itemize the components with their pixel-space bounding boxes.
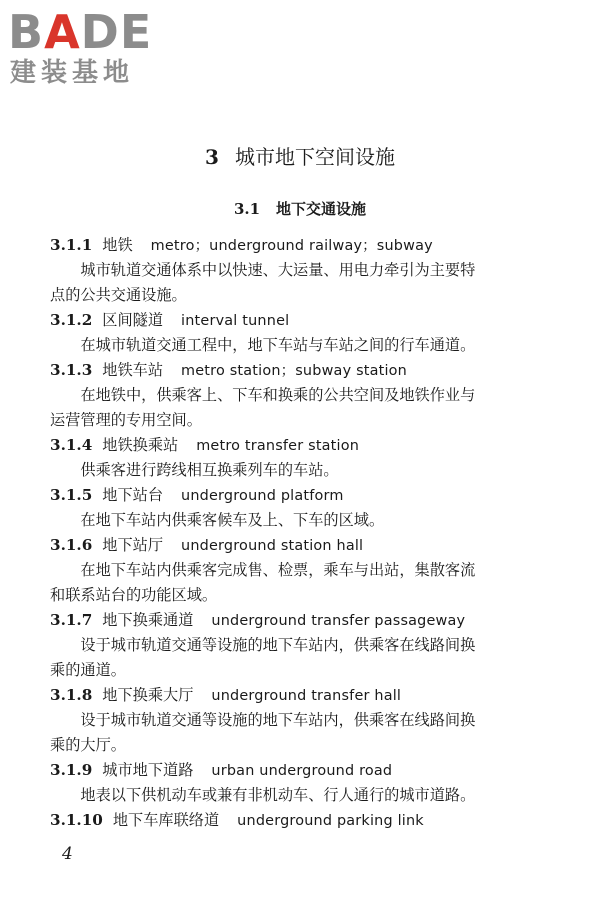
chapter-title <box>0 142 600 172</box>
term-chinese-name: 地下换乘通道 <box>102 611 194 629</box>
term-chinese-name: 地下站台 <box>102 486 164 504</box>
term-heading <box>50 683 550 708</box>
section-title-text: 地下交通设施 <box>276 200 367 218</box>
term-english-name: underground station hall <box>181 538 364 554</box>
term-heading <box>50 433 550 458</box>
section-number: 3.1 <box>233 200 261 218</box>
term-heading <box>50 808 550 833</box>
term-definition-line: 设于城市轨道交通等设施的地下车站内，供乘客在线路间换 <box>80 636 476 654</box>
term-heading <box>50 358 550 383</box>
term-number: 3.1.8 <box>50 686 93 704</box>
term-heading <box>50 533 550 558</box>
term-chinese-name: 区间隧道 <box>102 311 164 329</box>
term-number: 3.1.6 <box>50 536 93 554</box>
term-heading <box>50 233 550 258</box>
term-definition-line: 乘的大厅。 <box>50 736 126 754</box>
term-chinese-name: 地下车库联络道 <box>112 811 220 829</box>
term-definition-line: 设于城市轨道交通等设施的地下车站内，供乘客在线路间换 <box>80 711 476 729</box>
term-english-name: underground platform <box>181 488 344 504</box>
term-definition-line: 在地下车站内供乘客完成售、检票，乘车与出站，集散客流 <box>80 561 476 579</box>
term-chinese-name: 地下站厅 <box>102 536 164 554</box>
term-english-name: metro transfer station <box>196 438 360 454</box>
term-definition-line: 城市轨道交通体系中以快速、大运量、用电力牵引为主要特 <box>80 261 476 279</box>
term-number: 3.1.9 <box>50 761 93 779</box>
term-definition-line: 在城市轨道交通工程中，地下车站与车站之间的行车通道。 <box>80 336 476 354</box>
term-english-name: metro station；subway station <box>181 363 407 379</box>
term-definition-line: 乘的通道。 <box>50 661 126 679</box>
terms-list <box>50 233 550 833</box>
term-definition-line: 点的公共交通设施。 <box>50 286 187 304</box>
term-definition-line: 和联系站台的功能区域。 <box>50 586 218 604</box>
term-number: 3.1.5 <box>50 486 93 504</box>
term-heading <box>50 483 550 508</box>
term-english-name: metro；underground railway；subway <box>150 238 433 254</box>
term-english-name: interval tunnel <box>181 313 290 329</box>
term-chinese-name: 地下换乘大厅 <box>102 686 194 704</box>
term-definition-line: 在地铁中，供乘客上、下车和换乘的公共空间及地铁作业与 <box>80 386 476 404</box>
term-number: 3.1.1 <box>50 236 93 254</box>
chapter-number: 3 <box>205 145 219 169</box>
term-number: 3.1.10 <box>50 811 103 829</box>
term-chinese-name: 地铁车站 <box>102 361 164 379</box>
term-chinese-name: 地铁 <box>102 236 133 254</box>
term-definition-line: 供乘客进行跨线相互换乘列车的车站。 <box>80 461 339 479</box>
term-heading <box>50 308 550 333</box>
term-number: 3.1.7 <box>50 611 93 629</box>
logo-wordmark: BADE <box>8 5 153 59</box>
term-english-name: urban underground road <box>211 763 393 779</box>
term-number: 3.1.4 <box>50 436 93 454</box>
term-english-name: underground transfer hall <box>211 688 402 704</box>
term-english-name: underground parking link <box>237 813 424 829</box>
term-number: 3.1.2 <box>50 311 93 329</box>
logo-subtitle: 建装基地 <box>10 58 135 88</box>
term-chinese-name: 城市地下道路 <box>102 761 194 779</box>
term-definition-line: 地表以下供机动车或兼有非机动车、行人通行的城市道路。 <box>80 786 476 804</box>
term-definition-line: 在地下车站内供乘客候车及上、下车的区域。 <box>80 511 385 529</box>
term-english-name: underground transfer passageway <box>211 613 466 629</box>
term-number: 3.1.3 <box>50 361 93 379</box>
term-chinese-name: 地铁换乘站 <box>102 436 179 454</box>
bade-logo <box>8 6 178 90</box>
section-title <box>0 196 600 222</box>
term-definition-line: 运营管理的专用空间。 <box>50 411 202 429</box>
chapter-title-text: 城市地下空间设施 <box>234 145 395 169</box>
page-number: 4 <box>62 844 73 864</box>
term-heading <box>50 608 550 633</box>
term-heading <box>50 758 550 783</box>
